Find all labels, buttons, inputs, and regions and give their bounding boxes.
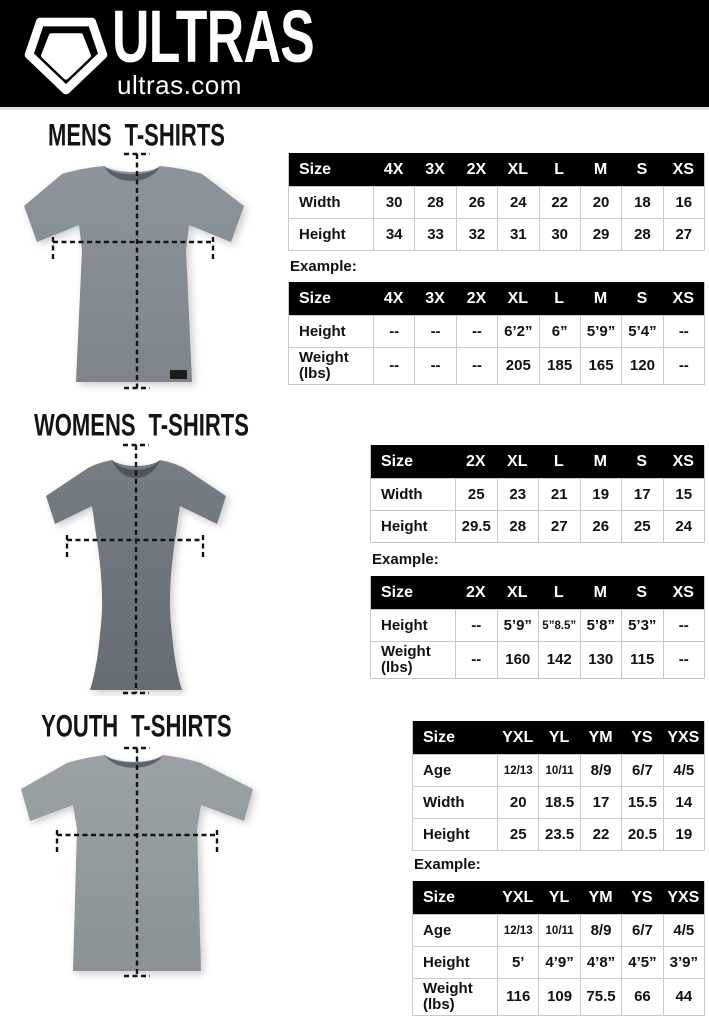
table-cell: 27 — [538, 511, 580, 542]
row-label: Height — [423, 953, 470, 971]
table-cell: 5’ — [497, 947, 538, 978]
table-cell: -- — [414, 316, 455, 347]
row-label: Weight (lbs) — [381, 643, 431, 676]
table-row — [413, 914, 704, 946]
row-label: Height — [299, 322, 346, 340]
table-cell: 4’9” — [538, 947, 579, 978]
row-label: Weight (lbs) — [299, 349, 349, 382]
table-row — [413, 978, 704, 1015]
column-header: YXS — [667, 728, 700, 746]
table-cell: 5’4” — [621, 316, 662, 347]
table-header-row — [289, 282, 704, 315]
column-header: S — [636, 452, 648, 470]
table-cell: 32 — [456, 219, 497, 250]
table-cell: 28 — [414, 187, 455, 218]
table-cell: -- — [455, 642, 497, 678]
column-header: L — [554, 160, 565, 178]
womens-tshirt-image — [30, 442, 242, 696]
womens-size-table — [370, 445, 705, 543]
table-cell: 6” — [539, 316, 580, 347]
table-cell: -- — [373, 348, 414, 384]
column-header: YM — [588, 888, 613, 906]
table-cell: 115 — [621, 642, 663, 678]
table-row — [413, 818, 704, 850]
row-label: Width — [299, 193, 341, 211]
column-header: XS — [672, 452, 694, 470]
youth-tshirt-graphic — [3, 745, 265, 980]
column-header: XL — [507, 583, 528, 601]
table-cell: 27 — [663, 219, 704, 250]
table-cell: -- — [373, 316, 414, 347]
column-header: YXS — [667, 888, 700, 906]
womens-section-title-text: WOMENS T-SHIRTS — [33, 408, 249, 444]
table-header-row — [371, 576, 704, 609]
youth-example-label: Example: — [414, 856, 481, 873]
table-cell: 24 — [663, 511, 705, 542]
table-cell: -- — [663, 610, 705, 641]
table-cell: 4’8” — [580, 947, 621, 978]
table-cell: 142 — [538, 642, 580, 678]
mens-section-title-text: MENS T-SHIRTS — [47, 118, 225, 154]
youth-size-table — [412, 721, 705, 851]
table-cell: 26 — [456, 187, 497, 218]
table-cell: 6/7 — [621, 755, 662, 786]
table-cell: 17 — [621, 479, 663, 510]
column-header: 4X — [383, 160, 404, 178]
womens-example-table — [370, 576, 705, 679]
column-header: Size — [381, 583, 414, 601]
table-header-row — [289, 153, 704, 186]
table-row — [371, 510, 704, 542]
table-cell: 5’9” — [580, 316, 621, 347]
column-header: M — [593, 160, 608, 178]
table-cell: 22 — [580, 819, 621, 850]
table-cell: 20 — [497, 787, 538, 818]
table-cell: 6/7 — [621, 915, 662, 946]
table-row — [289, 218, 704, 250]
site-url-link[interactable]: ultras.com — [117, 70, 242, 100]
table-cell: 116 — [497, 979, 538, 1015]
ultras-badge-icon — [22, 10, 110, 96]
table-cell: 20.5 — [621, 819, 662, 850]
brand-wordmark: ULTRAS — [112, 0, 315, 78]
column-header: L — [553, 583, 564, 601]
table-header-row — [413, 881, 704, 914]
column-header: YM — [588, 728, 613, 746]
table-cell: 3’9” — [663, 947, 704, 978]
column-header: YXL — [502, 728, 534, 746]
table-cell: 6’2” — [497, 316, 538, 347]
mens-tshirt-graphic — [10, 150, 254, 392]
row-label: Height — [381, 616, 428, 634]
womens-section-title — [0, 410, 272, 443]
table-cell: 29.5 — [455, 511, 497, 542]
table-cell: 15 — [663, 479, 705, 510]
table-cell: 4/5 — [663, 915, 704, 946]
column-header: XL — [507, 289, 529, 307]
table-cell: -- — [414, 348, 455, 384]
row-label: Age — [423, 761, 452, 779]
column-header: YL — [548, 888, 570, 906]
column-header: YL — [548, 728, 570, 746]
table-cell: 130 — [580, 642, 622, 678]
table-cell: 25 — [621, 511, 663, 542]
mens-example-table — [288, 282, 705, 385]
table-cell: 15.5 — [621, 787, 662, 818]
column-header: 3X — [425, 289, 445, 307]
mens-example-label: Example: — [290, 258, 357, 275]
mens-section-title — [0, 120, 272, 153]
table-cell: -- — [663, 316, 704, 347]
row-label: Age — [423, 921, 452, 939]
column-header: M — [593, 452, 607, 470]
table-cell: 31 — [497, 219, 538, 250]
column-header: Size — [381, 452, 414, 470]
row-label: Weight (lbs) — [423, 980, 473, 1013]
table-row — [371, 641, 704, 678]
column-header: L — [553, 452, 564, 470]
table-cell: 5”8.5” — [538, 610, 580, 641]
table-cell: 25 — [497, 819, 538, 850]
row-label: Height — [381, 517, 428, 535]
table-cell: 18.5 — [538, 787, 579, 818]
table-cell: 14 — [663, 787, 704, 818]
table-cell: 12/13 — [497, 755, 538, 786]
table-cell: 8/9 — [580, 755, 621, 786]
table-cell: 17 — [580, 787, 621, 818]
table-cell: -- — [663, 642, 705, 678]
table-cell: -- — [456, 316, 497, 347]
column-header: Size — [423, 888, 456, 906]
table-cell: 24 — [497, 187, 538, 218]
table-cell: 29 — [580, 219, 621, 250]
table-cell: 25 — [455, 479, 497, 510]
table-cell: 16 — [663, 187, 704, 218]
table-cell: 10/11 — [538, 755, 579, 786]
row-label: Width — [423, 793, 465, 811]
column-header: S — [636, 160, 648, 178]
table-header-row — [413, 721, 704, 754]
table-cell: 44 — [663, 979, 704, 1015]
column-header: XS — [672, 289, 694, 307]
table-cell: 26 — [580, 511, 622, 542]
table-cell: 160 — [497, 642, 539, 678]
table-cell: 109 — [538, 979, 579, 1015]
column-header: Size — [423, 728, 456, 746]
table-cell: 20 — [580, 187, 621, 218]
row-label: Height — [299, 225, 346, 243]
column-header: M — [593, 583, 607, 601]
youth-example-table — [412, 881, 705, 1016]
column-header: 4X — [383, 289, 404, 307]
table-cell: -- — [455, 610, 497, 641]
table-cell: 4/5 — [663, 755, 704, 786]
table-cell: 185 — [539, 348, 580, 384]
table-cell: 22 — [539, 187, 580, 218]
table-row — [371, 609, 704, 641]
table-cell: -- — [663, 348, 704, 384]
table-row — [289, 186, 704, 218]
table-cell: 19 — [663, 819, 704, 850]
column-header: XL — [507, 452, 528, 470]
table-row — [413, 754, 704, 786]
table-cell: 205 — [497, 348, 538, 384]
table-cell: 33 — [414, 219, 455, 250]
table-cell: 5’3” — [621, 610, 663, 641]
table-cell: -- — [456, 348, 497, 384]
row-label: Width — [381, 485, 423, 503]
column-header: XL — [507, 160, 529, 178]
table-cell: 8/9 — [580, 915, 621, 946]
column-header: 3X — [425, 160, 445, 178]
row-label: Height — [423, 825, 470, 843]
table-row — [371, 478, 704, 510]
column-header: S — [636, 583, 648, 601]
column-header: 2X — [465, 452, 486, 470]
table-cell: 10/11 — [538, 915, 579, 946]
table-row — [289, 315, 704, 347]
youth-section-title — [0, 711, 272, 744]
column-header: XS — [672, 583, 694, 601]
column-header: S — [636, 289, 648, 307]
table-cell: 21 — [538, 479, 580, 510]
column-header: Size — [299, 160, 332, 178]
table-cell: 19 — [580, 479, 622, 510]
table-cell: 165 — [580, 348, 621, 384]
column-header: YXL — [502, 888, 534, 906]
column-header: YS — [631, 888, 653, 906]
column-header: L — [554, 289, 565, 307]
womens-tshirt-graphic — [30, 442, 242, 696]
table-row — [413, 786, 704, 818]
table-cell: 18 — [621, 187, 662, 218]
column-header: XS — [672, 160, 694, 178]
youth-section-title-text: YOUTH T-SHIRTS — [40, 709, 232, 745]
table-cell: 23.5 — [538, 819, 579, 850]
column-header: 2X — [466, 289, 487, 307]
column-header: YS — [631, 728, 653, 746]
youth-tshirt-image — [3, 745, 265, 980]
column-header: M — [593, 289, 608, 307]
table-header-row — [371, 445, 704, 478]
table-cell: 23 — [497, 479, 539, 510]
table-cell: 28 — [621, 219, 662, 250]
table-cell: 4’5” — [621, 947, 662, 978]
table-cell: 120 — [621, 348, 662, 384]
table-cell: 75.5 — [580, 979, 621, 1015]
site-header — [0, 0, 709, 110]
table-cell: 66 — [621, 979, 662, 1015]
column-header: 2X — [466, 160, 487, 178]
table-row — [289, 347, 704, 384]
table-cell: 30 — [373, 187, 414, 218]
mens-size-table — [288, 153, 705, 251]
column-header: 2X — [465, 583, 486, 601]
table-cell: 12/13 — [497, 915, 538, 946]
mens-tshirt-image — [10, 150, 254, 392]
womens-example-label: Example: — [372, 551, 439, 568]
table-cell: 34 — [373, 219, 414, 250]
table-cell: 28 — [497, 511, 539, 542]
table-row — [413, 946, 704, 978]
table-cell: 5’8” — [580, 610, 622, 641]
column-header: Size — [299, 289, 332, 307]
table-cell: 5’9” — [497, 610, 539, 641]
table-cell: 30 — [539, 219, 580, 250]
